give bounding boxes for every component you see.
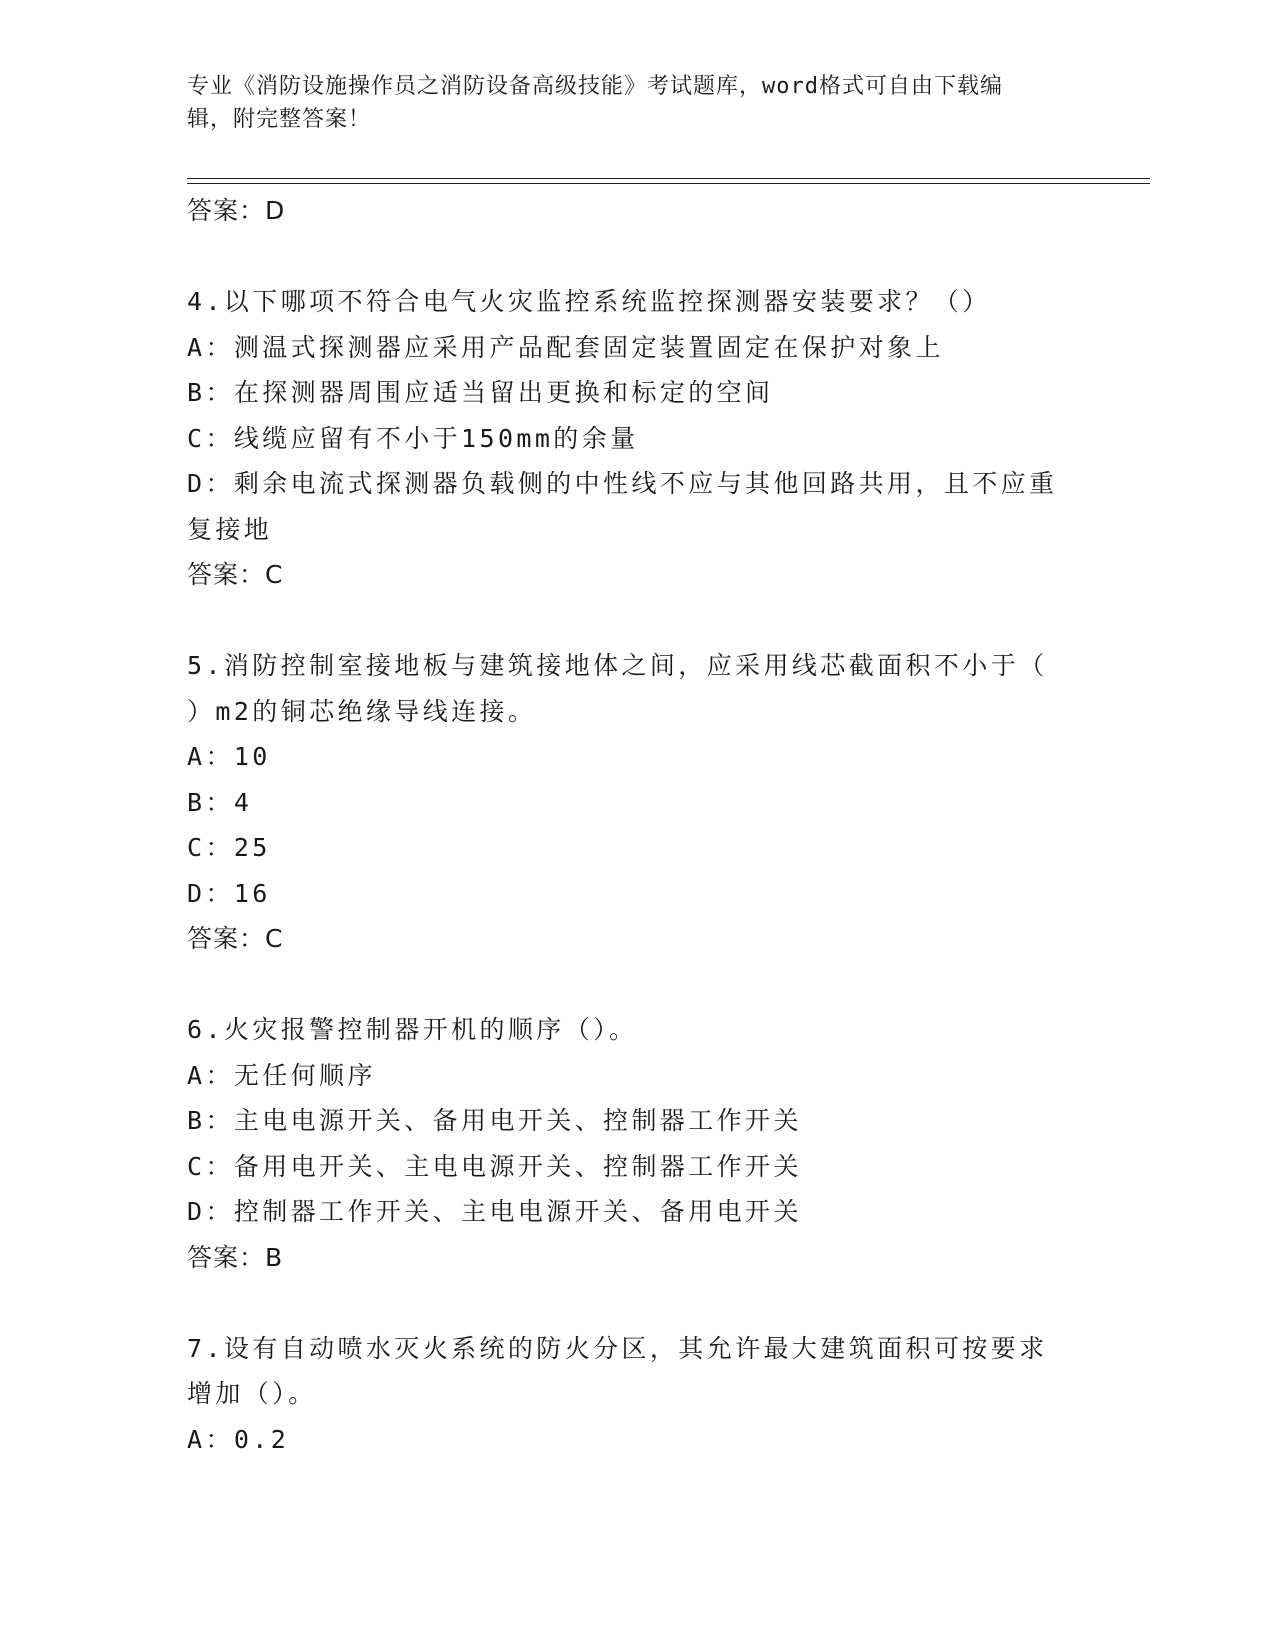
answer-line: 答案：C — [187, 924, 284, 953]
answer-line: 答案：D — [187, 196, 286, 225]
option-d: D：控制器工作开关、主电电源开关、备用电开关 — [187, 1197, 802, 1226]
option-b: B：主电电源开关、备用电开关、控制器工作开关 — [187, 1106, 802, 1135]
option-d: D：16 — [187, 878, 271, 908]
question-block — [187, 643, 1087, 962]
question-stem-continued: 增加（）。 — [187, 1379, 317, 1408]
spacer — [187, 598, 1087, 644]
header-divider — [187, 183, 1150, 184]
header-line: 专业《消防设施操作员之消防设备高级技能》考试题库，word格式可自由下载编 — [187, 74, 1003, 99]
option-c: C：25 — [187, 833, 271, 862]
option-d: D：剩余电流式探测器负载侧的中性线不应与其他回路共用，且不应重 — [187, 469, 1058, 498]
question-list — [187, 188, 1087, 1462]
answer-line: 答案：C — [187, 560, 284, 589]
option-a: A：0.2 — [187, 1424, 290, 1454]
document-header — [187, 70, 1087, 136]
header-line: 辑，附完整答案！ — [187, 107, 372, 132]
option-c: C：备用电开关、主电电源开关、控制器工作开关 — [187, 1151, 802, 1181]
answer-line: 答案：B — [187, 1242, 284, 1272]
option-b: B：在探测器周围应适当留出更换和标定的空间 — [187, 378, 774, 407]
option-a: A：无任何顺序 — [187, 1060, 376, 1090]
option-a: A：10 — [187, 742, 271, 771]
spacer — [187, 234, 1087, 280]
option-d-continued: 复接地 — [187, 514, 273, 544]
question-stem-continued: ）m2的铜芯绝缘导线连接。 — [187, 696, 537, 726]
question-stem: 6.火灾报警控制器开机的顺序（）。 — [187, 1015, 638, 1044]
header-divider — [187, 178, 1150, 179]
option-a: A：测温式探测器应采用产品配套固定装置固定在保护对象上 — [187, 332, 944, 362]
question-block — [187, 1007, 1087, 1280]
question-stem: 4.以下哪项不符合电气火灾监控系统监控探测器安装要求？（） — [187, 287, 991, 316]
question-stem: 5.消防控制室接地板与建筑接地体之间，应采用线芯截面积不小于（ — [187, 651, 1048, 680]
question-stem: 7.设有自动喷水灭火系统的防火分区，其允许最大建筑面积可按要求 — [187, 1333, 1048, 1363]
option-c: C：线缆应留有不小于150mm的余量 — [187, 423, 639, 453]
question-block — [187, 279, 1087, 598]
spacer — [187, 962, 1087, 1008]
option-b: B：4 — [187, 787, 253, 817]
spacer — [187, 1280, 1087, 1326]
question-block — [187, 1326, 1087, 1463]
